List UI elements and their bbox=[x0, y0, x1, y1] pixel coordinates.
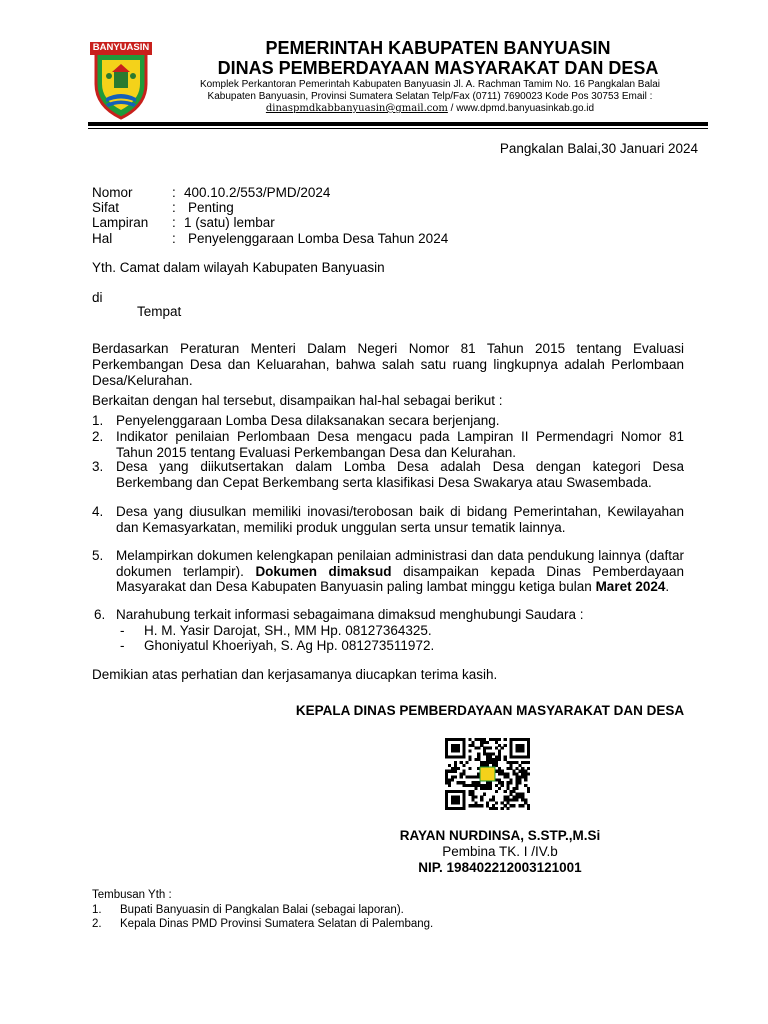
body-paragraph-2: Berkaitan dengan hal tersebut, disampaikan hal-hal sebagai berikut : bbox=[92, 393, 503, 408]
place-date: Pangkalan Balai,30 Januari 2024 bbox=[499, 141, 698, 156]
contact-1: - H. M. Yasir Darojat, SH., MM Hp. 08127364325. bbox=[120, 623, 432, 638]
signatory-nip: NIP. 198402212003121001 bbox=[418, 860, 582, 875]
list-item-6: 6. Narahubung terkait informasi sebagaimana dimaksud menghubungi Saudara : bbox=[94, 607, 584, 622]
header-email-link[interactable]: dinaspmdkabbanyuasin@gmail.com bbox=[265, 103, 448, 114]
recipient-yth: Yth. Camat dalam wilayah Kabupaten Banyuasin bbox=[92, 260, 385, 275]
list-item-3: 3. Desa yang diikutsertakan dalam Lomba Desa adalah Desa dengan kategori Desa Berkembang dan Cepat Berkembang serta klasifikasi Desa Swakarya atau Swasembada. bbox=[92, 459, 684, 490]
cc-item-1: 1. Bupati Banyuasin di Pangkalan Balai (sebagai laporan). bbox=[92, 904, 404, 916]
meta-row-sifat: Sifat : Penting bbox=[92, 200, 234, 215]
header-agency-name: DINAS PEMBERDAYAAN MASYARAKAT DAN DESA bbox=[217, 58, 659, 78]
header-contact-line bbox=[160, 103, 700, 115]
list-item-4: 4. Desa yang diusulkan memiliki inovasi/terobosan baik di bidang Pemerintahan, Kewilayahan dan Kemasyarkatan, memiliki produk unggulan serta unsur tematik lainnya. bbox=[92, 504, 684, 535]
header-divider-thick bbox=[88, 122, 708, 126]
body-paragraph-1: Berdasarkan Peraturan Menteri Dalam Negeri Nomor 81 Tahun 2015 tentang Evaluasi Perkembangan Desa dan Keluarahan, bahwa salah satu ruang lingkupnya adalah Perlombaan Desa/Kelurahan. bbox=[92, 341, 684, 388]
signatory-rank: Pembina TK. I /IV.b bbox=[442, 844, 558, 859]
qr-code bbox=[445, 738, 530, 810]
contact-2: - Ghoniyatul Khoeriyah, S. Ag Hp. 081273511972. bbox=[120, 638, 435, 653]
list-item-5: 5. Melampirkan dokumen kelengkapan penilaian administrasi dan data pendukung lainnya (daftar dokumen terlampir). Dokumen dimaksud disampaikan kepada Dinas Pemberdayaan Masyarakat dan Desa Kabupaten Banyuasin paling lambat minggu ketiga bulan Maret 2024. bbox=[92, 548, 684, 594]
meta-row-hal: Hal : Penyelenggaraan Lomba Desa Tahun 2024 bbox=[92, 231, 449, 246]
recipient-di: di bbox=[92, 290, 103, 305]
recipient-tempat: Tempat bbox=[137, 304, 182, 319]
meta-row-nomor: Nomor : 400.10.2/553/PMD/2024 bbox=[92, 185, 331, 200]
header-divider-thin bbox=[88, 128, 708, 129]
cc-item-2: 2. Kepala Dinas PMD Provinsi Sumatera Selatan di Palembang. bbox=[92, 918, 434, 930]
header-address-line2: Kabupaten Banyuasin, Provinsi Sumatera Selatan Telp/Fax (0711) 7690023 Kode Pos 30753 Email : bbox=[207, 91, 653, 102]
logo-text: BANYUASIN bbox=[92, 42, 150, 53]
banyuasin-logo bbox=[88, 40, 154, 120]
signatory-name: RAYAN NURDINSA, S.STP.,M.Si bbox=[399, 828, 601, 843]
header-government-name: PEMERINTAH KABUPATEN BANYUASIN bbox=[265, 38, 611, 58]
signature-title: KEPALA DINAS PEMBERDAYAAN MASYARAKAT DAN DESA bbox=[295, 703, 685, 718]
closing-paragraph: Demikian atas perhatian dan kerjasamanya diucapkan terima kasih. bbox=[92, 667, 498, 682]
meta-row-lampiran: Lampiran : 1 (satu) lembar bbox=[92, 215, 275, 230]
list-item-2: 2. Indikator penilaian Perlombaan Desa mengacu pada Lampiran II Permendagri Nomor 81 Tahun 2015 tentang Evaluasi Perkembangan Desa dan Kelurahan. bbox=[92, 429, 684, 460]
list-item-1: 1. Penyelenggaraan Lomba Desa dilaksanakan secara berjenjang. bbox=[92, 413, 500, 428]
cc-heading: Tembusan Yth : bbox=[92, 889, 172, 901]
header-address-line1: Komplek Perkantoran Pemerintah Kabupaten Banyuasin Jl. A. Rachman Tamim No. 16 Pangkalan Balai bbox=[199, 79, 661, 90]
header-website: / www.dpmd.banyuasinkab.go.id bbox=[447, 103, 595, 114]
